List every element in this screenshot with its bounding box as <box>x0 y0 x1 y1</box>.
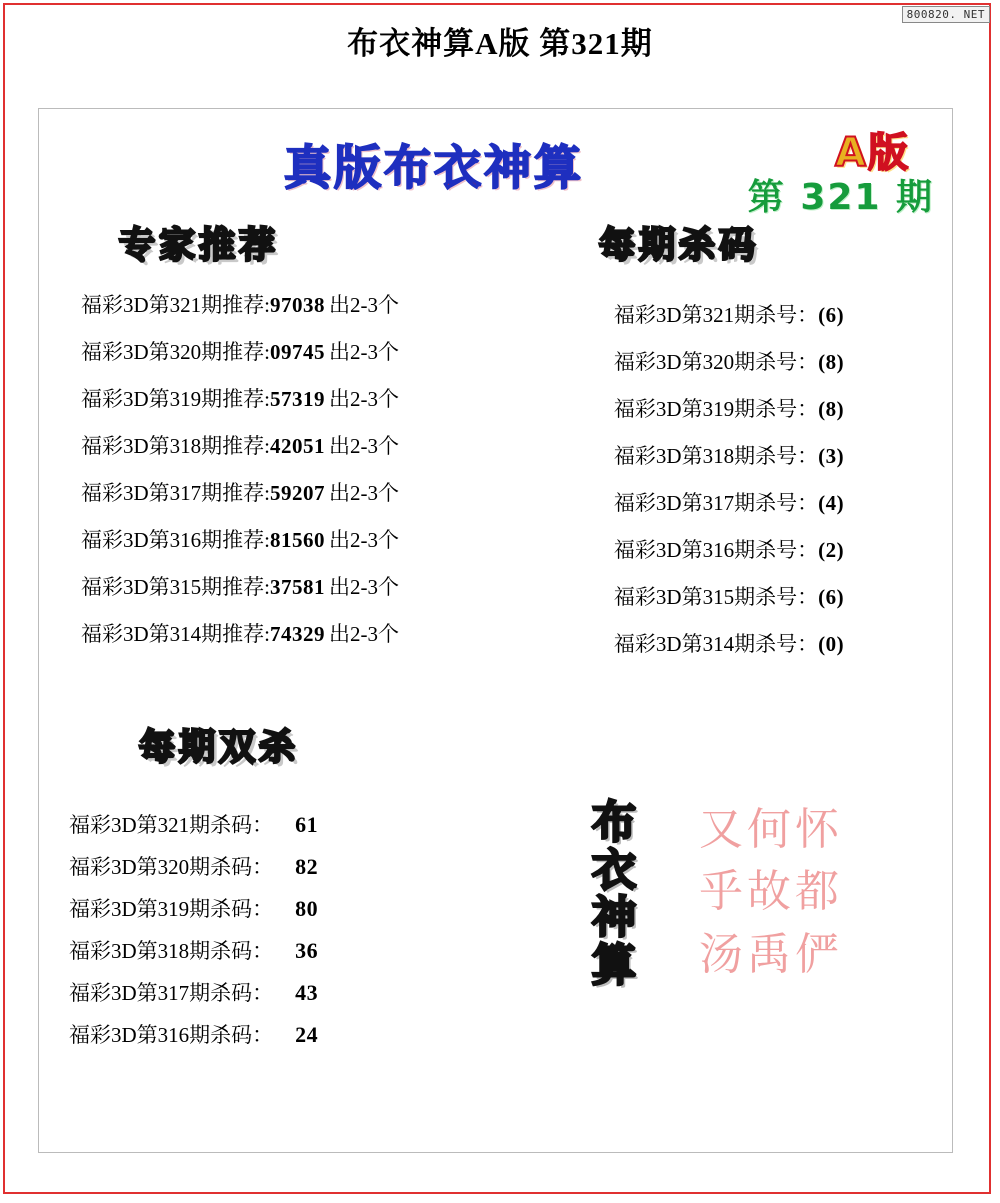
row-tail: 出2-3个 <box>329 622 399 646</box>
watermark-label: 800820. NET <box>902 6 990 23</box>
expert-recommendation-list <box>61 289 481 665</box>
list-item <box>61 618 481 665</box>
list-item <box>61 571 481 618</box>
list-item <box>519 299 939 346</box>
list-item <box>49 935 449 977</box>
row-tail: 出2-3个 <box>329 340 399 364</box>
row-label: 福彩3D第318期杀号： <box>613 444 819 468</box>
list-item <box>61 336 481 383</box>
list-item <box>49 1019 449 1061</box>
row-tail: 出2-3个 <box>329 434 399 458</box>
row-label: 福彩3D第316期推荐: <box>81 528 270 552</box>
section-heading-expert: 专家推荐 <box>119 225 280 266</box>
row-tail: 出2-3个 <box>329 387 399 411</box>
poster-main-title: 真版布衣神算 <box>284 141 584 196</box>
version-badge: A版 <box>835 130 910 176</box>
list-item <box>519 581 939 628</box>
row-number: 42051 <box>270 434 325 458</box>
list-item <box>519 628 939 675</box>
row-number: (3) <box>818 444 845 468</box>
row-label: 福彩3D第320期杀码： <box>69 855 274 879</box>
row-number: 59207 <box>270 481 325 505</box>
section-heading-double: 每期双杀 <box>139 727 300 768</box>
list-item <box>519 534 939 581</box>
row-label: 福彩3D第318期杀码： <box>69 939 274 963</box>
row-label: 福彩3D第316期杀号： <box>613 538 819 562</box>
poem-line: 汤禹俨 <box>699 929 843 979</box>
row-number: 82 <box>295 854 319 879</box>
list-item <box>519 346 939 393</box>
list-item <box>49 893 449 935</box>
list-item <box>61 477 481 524</box>
row-number: (6) <box>818 585 845 609</box>
poem-line: 又何怀 <box>699 805 843 854</box>
list-item <box>61 524 481 571</box>
row-number: 43 <box>295 980 319 1005</box>
row-number: (8) <box>818 350 845 374</box>
row-number: 80 <box>295 896 319 921</box>
row-label: 福彩3D第320期推荐: <box>81 340 270 364</box>
vertical-brand-logo <box>559 799 669 989</box>
row-number: (2) <box>818 538 845 562</box>
row-number: 24 <box>295 1022 319 1047</box>
row-label: 福彩3D第319期杀号： <box>613 397 819 421</box>
row-tail: 出2-3个 <box>329 481 399 505</box>
row-number: 57319 <box>270 387 325 411</box>
list-item <box>49 977 449 1019</box>
row-number: (6) <box>818 303 845 327</box>
list-item <box>61 430 481 477</box>
row-label: 福彩3D第319期推荐: <box>81 387 270 411</box>
list-item <box>519 440 939 487</box>
row-number: 81560 <box>270 528 325 552</box>
list-item <box>519 393 939 440</box>
row-label: 福彩3D第315期杀号： <box>613 585 819 609</box>
page-title: 布衣神算A版 第321期 <box>347 26 653 61</box>
poem-text <box>699 799 899 986</box>
list-item <box>519 487 939 534</box>
section-heading-kill: 每期杀码 <box>599 225 760 266</box>
row-number: (4) <box>818 491 845 515</box>
list-item <box>49 809 449 851</box>
poster-card <box>38 108 953 1153</box>
row-tail: 出2-3个 <box>329 575 399 599</box>
vertical-logo-char: 布 <box>592 797 636 848</box>
row-label: 福彩3D第317期杀号： <box>613 491 819 515</box>
list-item <box>49 851 449 893</box>
row-label: 福彩3D第315期推荐: <box>81 575 270 599</box>
row-number: 74329 <box>270 622 325 646</box>
row-number: 09745 <box>270 340 325 364</box>
vertical-logo-char: 算 <box>592 939 636 991</box>
double-kill-list <box>49 809 449 1061</box>
row-label: 福彩3D第314期推荐: <box>81 622 270 646</box>
row-label: 福彩3D第317期推荐: <box>81 481 270 505</box>
row-label: 福彩3D第314期杀号： <box>613 632 819 656</box>
vertical-logo-char: 神 <box>592 892 636 944</box>
kill-number-list <box>519 299 939 675</box>
row-label: 福彩3D第321期推荐: <box>81 293 270 317</box>
row-number: 61 <box>295 812 319 837</box>
row-label: 福彩3D第321期杀码： <box>69 813 274 837</box>
row-number: 36 <box>295 938 319 963</box>
issue-badge: 第 321 期 <box>747 177 934 218</box>
row-number: (0) <box>818 632 845 656</box>
list-item <box>61 383 481 430</box>
row-tail: 出2-3个 <box>329 528 399 552</box>
row-number: 97038 <box>270 293 325 317</box>
row-label: 福彩3D第321期杀号： <box>613 303 819 327</box>
row-label: 福彩3D第319期杀码： <box>69 897 274 921</box>
row-number: 37581 <box>270 575 325 599</box>
row-label: 福彩3D第318期推荐: <box>81 434 270 458</box>
list-item <box>61 289 481 336</box>
row-number: (8) <box>818 397 845 421</box>
row-tail: 出2-3个 <box>329 293 399 317</box>
row-label: 福彩3D第316期杀码： <box>69 1023 274 1047</box>
vertical-logo-char: 衣 <box>592 844 636 896</box>
poem-line: 乎故都 <box>699 867 843 917</box>
row-label: 福彩3D第320期杀号： <box>613 350 819 374</box>
row-label: 福彩3D第317期杀码： <box>69 981 274 1005</box>
